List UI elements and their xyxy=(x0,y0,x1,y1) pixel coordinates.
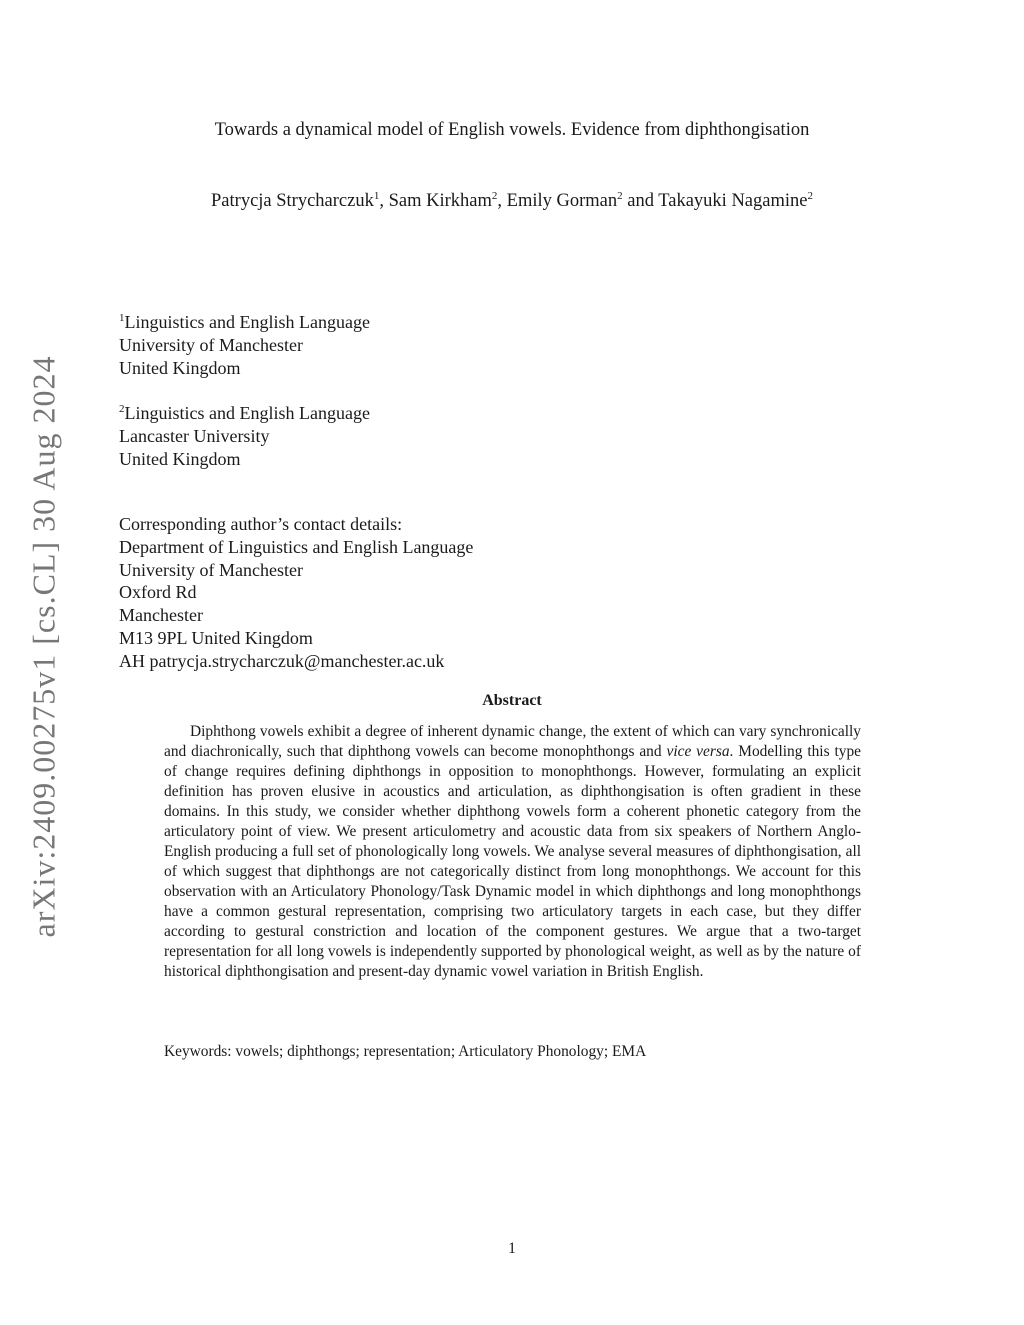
author: Emily Gorman$^2$ and xyxy=(506,190,659,212)
contact-email: AH patrycja.strycharczuk@manchester.ac.uk xyxy=(119,650,445,671)
contact-details xyxy=(119,513,473,673)
author: Takayuki Nagamine$^2$ xyxy=(658,190,813,212)
paper-title: Towards a dynamical model of English vowels. Evidence from diphthongisation xyxy=(214,120,810,140)
contact-line: Oxford Rd xyxy=(119,582,197,603)
affiliation-line: United Kingdom xyxy=(119,448,241,469)
affiliation-line: United Kingdom xyxy=(119,357,241,378)
affiliation-line: University of Manchester xyxy=(119,334,303,355)
affiliation-1: $^1$Linguistics and English Language University of Manchester United Kingdom xyxy=(119,312,370,378)
affiliation-mark: 2 xyxy=(119,403,125,415)
abstract-body: Diphthong vowels exhibit a degree of inherent dynamic change, the extent of which can vary synchronically and diachronically, such that diphthong vowels can become monophthongs and vice versa. Modelling this type of change requires defining diphthongs in opposition to monophthongs. However, formulating an explicit definition has proven elusive in acoustics and articulation, as diphthongisation is often gradient in these domains. In this study, we consider whether diphthong vowels form a coherent phonetic category from the articulatory point of view. We present articulometry and acoustic data from six speakers of Northern Anglo-English producing a full set of phonologically long vowels. We analyse several measures of diphthongisation, all of which suggest that diphthongs are not categorically distinct from long monophthongs. We account for this observation with an Articulatory Phonology/Task Dynamic model in which diphthongs and long monophthongs have a common gestural representation, comprising two articulatory targets in each case, but they differ according to gestural constriction and location of the component gestures. We argue that a two-target representation for all long vowels is independently supported by phonological weight, as well as by the nature of historical diphthongisation and present-day dynamic vowel variation in British English. xyxy=(164,723,861,980)
affiliation-mark: 1 xyxy=(119,312,125,324)
contact-heading: Corresponding author’s contact details: xyxy=(119,514,403,534)
page-number: 1 xyxy=(508,1240,516,1257)
contact-line: University of Manchester xyxy=(119,559,303,580)
arxiv-identifier: arXiv:2409.00275v1 [cs.CL] 30 Aug 2024 xyxy=(25,355,62,937)
affiliation-line: Lancaster University xyxy=(119,425,270,446)
author: Sam Kirkham$^2$, xyxy=(388,190,507,212)
abstract-heading: Abstract xyxy=(482,692,542,709)
author-list xyxy=(0,190,1024,212)
arxiv-sidebar-stamp xyxy=(22,351,66,941)
keywords: Keywords: vowels; diphthongs; representation; Articulatory Phonology; EMA xyxy=(164,1043,647,1060)
contact-line: Department of Linguistics and English Language xyxy=(119,536,474,557)
author: Patrycja Strycharczuk$^1$, xyxy=(211,190,389,212)
abstract-italic: vice versa xyxy=(666,743,730,760)
contact-line: Manchester xyxy=(119,605,203,626)
contact-line: M13 9PL United Kingdom xyxy=(119,627,313,648)
affiliation-2: $^2$Linguistics and English Language Lancaster University United Kingdom xyxy=(119,403,370,469)
